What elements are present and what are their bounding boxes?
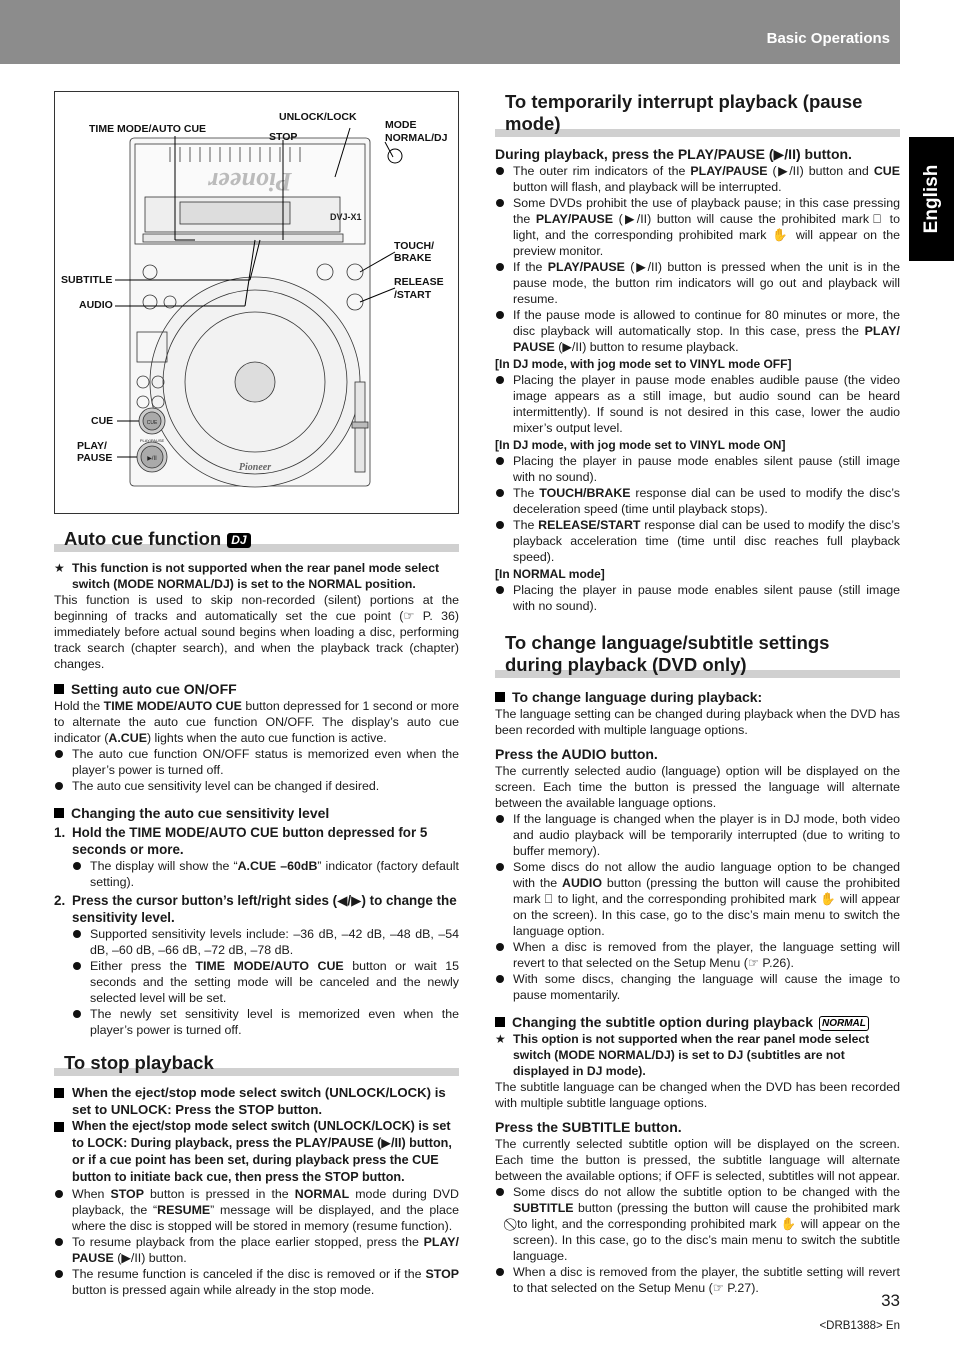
dj-badge: DJ <box>227 533 250 548</box>
pause-sub-vinyl-off: [In DJ mode, with jog mode set to VINYL mode OFF] <box>495 357 792 371</box>
list-item: Placing the player in pause mode enables silent pause (still image with no sound). <box>495 582 900 614</box>
press-subtitle: Press the SUBTITLE button. <box>495 1119 682 1135</box>
header-bar <box>0 0 900 64</box>
stop-lock: When the eject/stop mode select switch (UNLOCK/LOCK) is set to LOCK: During playback, press the PLAY/PAUSE (▶/II) button, or if a cue point has been set, during playback press the CUE button to initiate back cue, then press the STOP button. <box>54 1118 459 1186</box>
pause-lead: During playback, press the PLAY/PAUSE (▶/II) button. <box>495 146 852 162</box>
stop-title: To stop playback <box>64 1052 214 1073</box>
normal-badge: NORMAL <box>819 1016 869 1031</box>
change-subtitle-note: ★ This option is not supported when the rear panel mode select switch (MODE NORMAL/DJ) is set to DJ (subtitles are not displayed in DJ mode). <box>495 1031 900 1079</box>
left-column <box>54 528 459 1298</box>
stop-unlock: When the eject/stop mode select switch (UNLOCK/LOCK) is set to UNLOCK: Press the STOP button. <box>54 1084 459 1118</box>
press-audio-body: The currently selected audio (language) option will be displayed on the screen. Each time the button is pressed the language will alternate between the available language options. <box>495 764 900 810</box>
label-cue: CUE <box>91 415 114 427</box>
setting-auto-cue-body: Hold the TIME MODE/AUTO CUE button depressed for 1 second or more to alternate the auto cue function ON/OFF. The display’s auto cue indicator (A.CUE) lights when the auto cue function is active. <box>54 699 460 745</box>
pause-sub-normal: [In NORMAL mode] <box>495 567 605 581</box>
setting-auto-cue-heading: Setting auto cue ON/OFF <box>54 680 459 698</box>
change-subtitle-heading: Changing the subtitle option during playback NORMAL <box>495 1013 900 1031</box>
change-subtitle-body: The subtitle language can be changed when the DVD has been recorded with multiple subtitle language options. <box>495 1080 900 1110</box>
label-start: /START <box>394 289 432 301</box>
list-item: Either press the TIME MODE/AUTO CUE button or wait 15 seconds and the setting mode will be canceled and the newly selected level will be set. <box>72 958 459 1006</box>
list-item: Placing the player in pause mode enables silent pause (still image with no sound). <box>495 453 900 485</box>
list-item: To resume playback from the place earlier stopped, press the PLAY/ PAUSE (▶/II) button. <box>54 1234 459 1266</box>
label-play: PLAY/ <box>77 440 107 452</box>
right-column <box>495 91 900 1296</box>
list-item: With some discs, changing the language will cause the image to pause momentarily. <box>495 971 900 1003</box>
press-subtitle-body: The currently selected subtitle option will be displayed on the screen. Each time the button is pressed, the subtitle language will alternate between the available options; if OFF is selected, subtitles will not appear. <box>495 1137 900 1183</box>
list-item: The display will show the “A.CUE –60dB” indicator (factory default setting). <box>72 858 459 890</box>
auto-cue-intro: This function is used to skip non-recorded (silent) portions at the beginning of tracks and automatically set the cue point (☞ P. 36) immediately before actual sound begins when loading a disc, performing track search (chapter search), and when the playback track (chapter) changes. <box>54 593 459 671</box>
device-logo-front: Pioneer <box>238 462 272 473</box>
list-item: The TOUCH/BRAKE response dial can be used to modify the disc’s deceleration speed (time until playback stops). <box>495 485 900 517</box>
list-item: If the pause mode is allowed to continue for 80 minutes or more, the disc playback will automatically stop. In this case, press the PLAY/ PAUSE (▶/II) button to resume playback. <box>495 307 900 355</box>
device-logo: Pioneer <box>208 167 292 196</box>
list-item: If the PLAY/PAUSE (▶/II) button is pressed when the unit is in the pause mode, the button rim indicators will go out and playback will resume. <box>495 259 900 307</box>
auto-cue-note: ★ This function is not supported when the rear panel mode select switch (MODE NORMAL/DJ) is set to the NORMAL position. <box>54 560 459 592</box>
label-mode: MODE <box>385 119 417 131</box>
device-play-symbol: ▶/II <box>147 456 157 462</box>
label-release: RELEASE <box>394 276 444 288</box>
label-pause: PAUSE <box>77 452 113 464</box>
device-cue-label: CUE <box>146 420 158 426</box>
label-stop: STOP <box>269 131 298 143</box>
list-item: Some DVDs prohibit the use of playback pause; in this case pressing the PLAY/PAUSE (▶/II) button will cause the prohibited mark ⃠ to light, and the corresponding prohibited mark ✋ will appear on the preview monitor. <box>495 195 900 259</box>
label-unlock-lock: UNLOCK/LOCK <box>279 111 357 123</box>
label-brake: BRAKE <box>394 252 432 264</box>
auto-cue-title: Auto cue function <box>64 528 222 549</box>
list-item: If the language is changed when the player is in DJ mode, both video and audio playback will be temporarily interrupted (due to writing to buffer memory). <box>495 811 900 859</box>
section-label: Basic Operations <box>766 30 890 47</box>
list-item: When a disc is removed from the player, the subtitle setting will revert to that selected on the Setup Menu (☞ P.27). <box>495 1264 900 1296</box>
sensitivity-heading: Changing the auto cue sensitivity level <box>54 804 459 822</box>
change-language-body: The language setting can be changed during playback when the DVD has been recorded with multiple language options. <box>495 707 900 737</box>
list-item: Placing the player in pause mode enables audible pause (the video image appears as a still image, but audio sound can be heard intermittently). If sound is not desired in this case, lower the audio mixer’s output level. <box>495 372 900 436</box>
pause-heading <box>495 91 900 137</box>
player-illustration <box>55 92 460 515</box>
list-item: When STOP button is pressed in the NORMAL mode during DVD playback, the “RESUME” message will be displayed, and the place where the disc is stopped will be stored in memory (resume function). <box>54 1186 459 1234</box>
device-play-label: PLAY/PAUSE <box>139 438 165 443</box>
list-item: The auto cue function ON/OFF status is memorized even when the player’s power is turned off. <box>54 746 459 778</box>
page-number: 33 <box>881 1291 900 1310</box>
list-item: The resume function is canceled if the disc is removed or if the STOP button is pressed again while already in the stop mode. <box>54 1266 459 1298</box>
label-audio: AUDIO <box>79 299 113 311</box>
pause-title: To temporarily interrupt playback (pause mode) <box>505 91 863 134</box>
list-item: The RELEASE/START response dial can be used to modify the disc’s playback acceleration time (time until disc reaches full playback speed). <box>495 517 900 565</box>
document-id: <DRB1388> En <box>819 1320 900 1332</box>
list-item: The newly set sensitivity level is memorized even when the player’s power is turned off. <box>72 1006 459 1038</box>
list-item: Supported sensitivity levels include: –36 dB, –42 dB, –48 dB, –54 dB, –60 dB, –66 dB, –72 dB, –78 dB. <box>72 926 459 958</box>
language-heading <box>495 632 900 678</box>
label-subtitle: SUBTITLE <box>61 274 113 286</box>
list-item: Some discs do not allow the subtitle option to be changed with the SUBTITLE button (pressing the button will cause the prohibited mark ⃠ to light, and the corresponding prohibited mark ✋ will appear on the screen). In this case, go to the disc’s main menu to switch the subtitle language. <box>495 1184 900 1264</box>
player-diagram <box>54 91 459 514</box>
change-language-heading: To change language during playback: <box>495 688 900 706</box>
list-item: The outer rim indicators of the PLAY/PAUSE (▶/II) button and CUE button will flash, and playback will be interrupted. <box>495 163 900 195</box>
label-time-mode: TIME MODE/AUTO CUE <box>89 123 207 135</box>
sensitivity-step-1: 1. Hold the TIME MODE/AUTO CUE button depressed for 5 seconds or more. <box>54 825 428 857</box>
language-tab-label: English <box>920 164 942 234</box>
language-title-line-1: To change language/subtitle settings <box>505 632 830 653</box>
stop-heading <box>54 1052 459 1076</box>
pause-sub-vinyl-on: [In DJ mode, with jog mode set to VINYL mode ON] <box>495 438 786 452</box>
language-title-line-2: during playback (DVD only) <box>505 654 747 675</box>
sensitivity-step-2: 2. Press the cursor button’s left/right sides (◀/▶) to change the sensitivity level. <box>54 893 457 925</box>
press-audio: Press the AUDIO button. <box>495 746 658 762</box>
auto-cue-heading <box>54 528 459 552</box>
language-tab <box>909 137 954 261</box>
list-item: Some discs do not allow the audio language option to be changed with the AUDIO button (pressing the button will cause the prohibited mark ⃠ to light, and the corresponding prohibited mark ✋ will appear on the screen). In this case, go to the disc’s main menu to switch the language option. <box>495 859 900 939</box>
device-model: DVJ-X1 <box>330 212 362 222</box>
label-normal-dj: NORMAL/DJ <box>385 132 448 144</box>
list-item: The auto cue sensitivity level can be changed if desired. <box>54 778 459 794</box>
label-touch: TOUCH/ <box>394 240 435 252</box>
list-item: When a disc is removed from the player, the language setting will revert to that selected on the Setup Menu (☞ P.26). <box>495 939 900 971</box>
